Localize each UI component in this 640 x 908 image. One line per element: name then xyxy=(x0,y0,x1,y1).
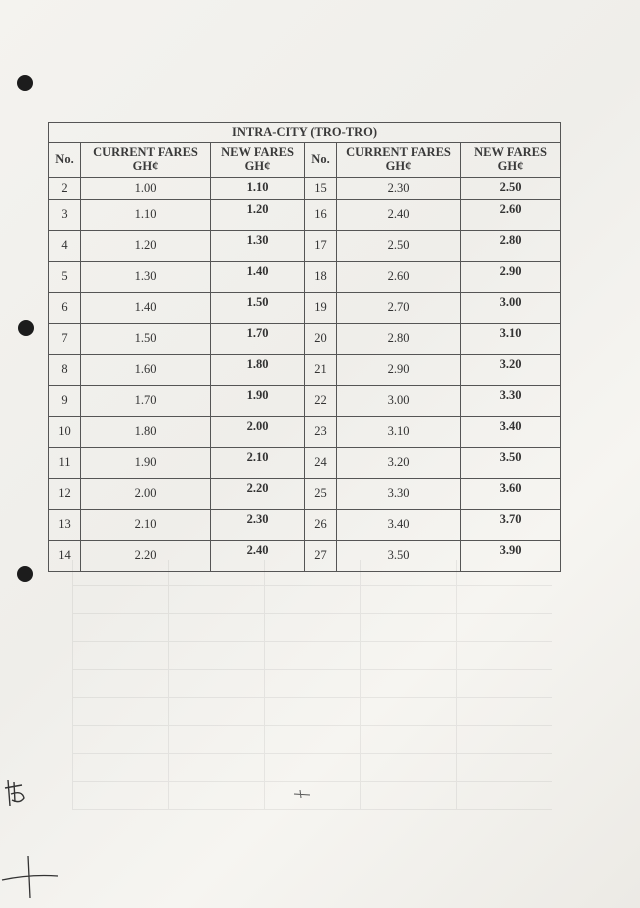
new-fare-left: 1.30 xyxy=(211,231,305,262)
current-fare-right: 2.70 xyxy=(337,293,461,324)
table-row xyxy=(49,510,561,541)
new-fare-right: 3.60 xyxy=(461,479,561,510)
row-no-left: 3 xyxy=(49,200,81,231)
new-fare-left: 2.40 xyxy=(211,541,305,572)
new-fare-right: 3.90 xyxy=(461,541,561,572)
row-no-left: 10 xyxy=(49,417,81,448)
row-no-right: 21 xyxy=(305,355,337,386)
table-row xyxy=(49,417,561,448)
row-no-left: 9 xyxy=(49,386,81,417)
table-title-row xyxy=(49,123,561,143)
row-no-left: 12 xyxy=(49,479,81,510)
row-no-right: 25 xyxy=(305,479,337,510)
handwritten-initials-mark xyxy=(2,776,30,810)
new-fare-right: 2.80 xyxy=(461,231,561,262)
punch-hole-bottom xyxy=(17,566,33,582)
new-fare-left: 2.20 xyxy=(211,479,305,510)
new-fare-left: 1.20 xyxy=(211,200,305,231)
header-new-unit: GH¢ xyxy=(497,159,524,173)
header-no-right: No. xyxy=(305,143,337,178)
current-fare-right: 2.50 xyxy=(337,231,461,262)
current-fare-right: 2.60 xyxy=(337,262,461,293)
table-row xyxy=(49,355,561,386)
current-fare-right: 3.40 xyxy=(337,510,461,541)
row-no-right: 27 xyxy=(305,541,337,572)
new-fare-left: 2.00 xyxy=(211,417,305,448)
table-row xyxy=(49,324,561,355)
table-row xyxy=(49,386,561,417)
header-current-fares-left xyxy=(81,143,211,178)
new-fare-left: 2.30 xyxy=(211,510,305,541)
row-no-right: 16 xyxy=(305,200,337,231)
header-current-unit: GH¢ xyxy=(385,159,412,173)
table-row xyxy=(49,231,561,262)
row-no-left: 8 xyxy=(49,355,81,386)
new-fare-left: 1.90 xyxy=(211,386,305,417)
current-fare-left: 1.80 xyxy=(81,417,211,448)
current-fare-right: 2.30 xyxy=(337,178,461,200)
new-fare-right: 3.30 xyxy=(461,386,561,417)
new-fare-left: 1.50 xyxy=(211,293,305,324)
current-fare-left: 1.70 xyxy=(81,386,211,417)
header-new-label: NEW FARES xyxy=(221,145,294,160)
header-current-fares-right xyxy=(337,143,461,178)
table-row xyxy=(49,178,561,200)
new-fare-left: 1.10 xyxy=(211,178,305,200)
current-fare-right: 2.40 xyxy=(337,200,461,231)
new-fare-left: 1.80 xyxy=(211,355,305,386)
header-new-fares-left xyxy=(211,143,305,178)
row-no-right: 18 xyxy=(305,262,337,293)
header-new-label: NEW FARES xyxy=(474,145,547,160)
current-fare-left: 1.50 xyxy=(81,324,211,355)
current-fare-left: 1.60 xyxy=(81,355,211,386)
row-no-right: 24 xyxy=(305,448,337,479)
row-no-right: 17 xyxy=(305,231,337,262)
table-header-row xyxy=(49,143,561,178)
current-fare-right: 3.50 xyxy=(337,541,461,572)
new-fare-right: 2.90 xyxy=(461,262,561,293)
row-no-left: 6 xyxy=(49,293,81,324)
new-fare-left: 1.40 xyxy=(211,262,305,293)
current-fare-left: 2.20 xyxy=(81,541,211,572)
new-fare-right: 3.10 xyxy=(461,324,561,355)
current-fare-right: 3.00 xyxy=(337,386,461,417)
punch-hole-top xyxy=(17,75,33,91)
fare-table xyxy=(48,122,561,572)
header-new-fares-right xyxy=(461,143,561,178)
row-no-right: 19 xyxy=(305,293,337,324)
handwritten-cross-mark xyxy=(0,852,62,902)
new-fare-right: 3.20 xyxy=(461,355,561,386)
current-fare-left: 1.90 xyxy=(81,448,211,479)
table-title: INTRA-CITY (TRO-TRO) xyxy=(49,123,561,143)
new-fare-left: 2.10 xyxy=(211,448,305,479)
table-row xyxy=(49,262,561,293)
current-fare-left: 1.10 xyxy=(81,200,211,231)
table-row xyxy=(49,200,561,231)
header-no-left: No. xyxy=(49,143,81,178)
current-fare-right: 2.90 xyxy=(337,355,461,386)
punch-hole-middle xyxy=(18,320,34,336)
new-fare-right: 3.00 xyxy=(461,293,561,324)
row-no-right: 20 xyxy=(305,324,337,355)
row-no-left: 13 xyxy=(49,510,81,541)
table-row xyxy=(49,479,561,510)
pencil-scribble-mark xyxy=(292,788,314,800)
header-current-label: CURRENT FARES xyxy=(93,145,198,160)
current-fare-right: 3.30 xyxy=(337,479,461,510)
row-no-left: 4 xyxy=(49,231,81,262)
table-row xyxy=(49,541,561,572)
show-through-grid xyxy=(72,560,552,810)
header-current-label: CURRENT FARES xyxy=(346,145,451,160)
current-fare-left: 1.40 xyxy=(81,293,211,324)
current-fare-left: 1.20 xyxy=(81,231,211,262)
current-fare-right: 2.80 xyxy=(337,324,461,355)
current-fare-left: 1.30 xyxy=(81,262,211,293)
header-current-unit: GH¢ xyxy=(132,159,159,173)
current-fare-left: 2.10 xyxy=(81,510,211,541)
row-no-left: 14 xyxy=(49,541,81,572)
header-new-unit: GH¢ xyxy=(244,159,271,173)
new-fare-right: 2.60 xyxy=(461,200,561,231)
new-fare-right: 2.50 xyxy=(461,178,561,200)
row-no-right: 26 xyxy=(305,510,337,541)
new-fare-right: 3.50 xyxy=(461,448,561,479)
row-no-right: 23 xyxy=(305,417,337,448)
table-row xyxy=(49,448,561,479)
current-fare-left: 1.00 xyxy=(81,178,211,200)
row-no-right: 22 xyxy=(305,386,337,417)
current-fare-left: 2.00 xyxy=(81,479,211,510)
table-row xyxy=(49,293,561,324)
row-no-left: 5 xyxy=(49,262,81,293)
row-no-left: 2 xyxy=(49,178,81,200)
current-fare-right: 3.20 xyxy=(337,448,461,479)
current-fare-right: 3.10 xyxy=(337,417,461,448)
new-fare-right: 3.70 xyxy=(461,510,561,541)
row-no-left: 11 xyxy=(49,448,81,479)
row-no-right: 15 xyxy=(305,178,337,200)
row-no-left: 7 xyxy=(49,324,81,355)
new-fare-right: 3.40 xyxy=(461,417,561,448)
new-fare-left: 1.70 xyxy=(211,324,305,355)
